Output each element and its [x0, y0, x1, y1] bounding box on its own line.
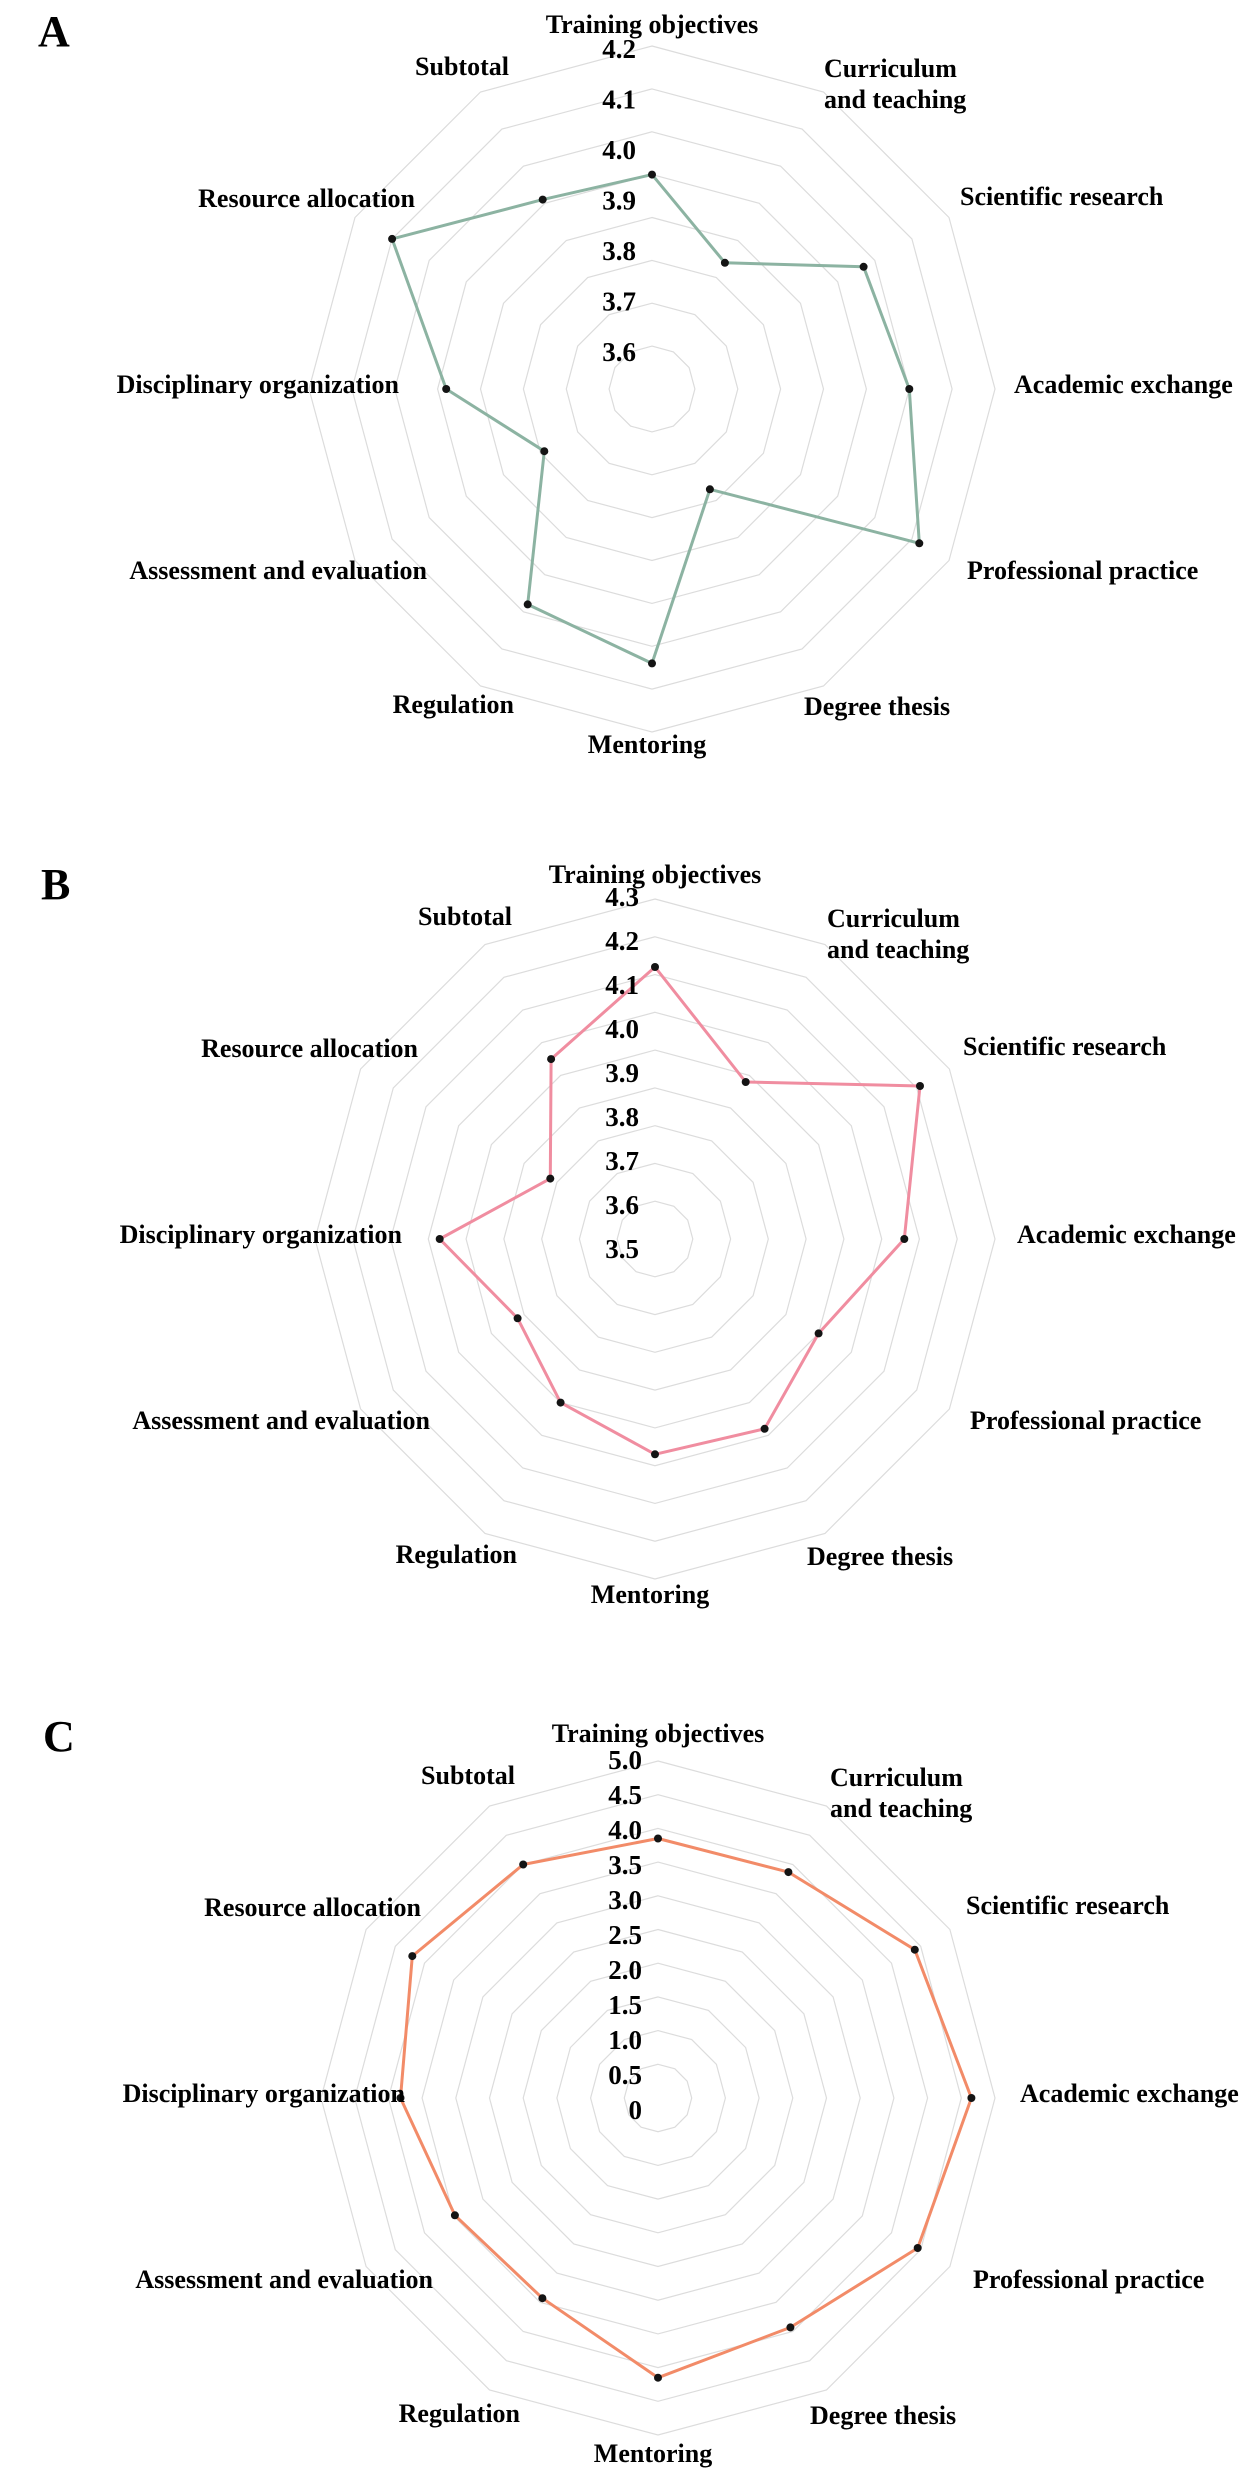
category-label-subtotal: Subtotal	[421, 1760, 515, 1790]
tick-label-3-5: 3.5	[605, 1234, 639, 1265]
data-point-scientific-research	[916, 1082, 924, 1090]
category-label-scientific-research: Scientific research	[960, 181, 1164, 211]
data-point-degree-thesis	[706, 485, 714, 493]
data-point-subtotal	[539, 196, 547, 204]
data-point-assessment-and-evaluation	[540, 447, 548, 455]
category-label-subtotal: Subtotal	[415, 51, 509, 81]
grid-ring	[542, 1126, 769, 1353]
grid-ring	[490, 1930, 827, 2267]
tick-label-4-5: 4.5	[608, 1780, 642, 1811]
grid-ring	[428, 1012, 881, 1465]
data-point-academic-exchange	[905, 385, 913, 393]
tick-label-4-0: 4.0	[602, 135, 636, 166]
data-point-degree-thesis	[761, 1425, 769, 1433]
grid-ring	[456, 1896, 860, 2300]
data-point-training-objectives	[651, 963, 659, 971]
category-label-training-objectives: Training objectives	[545, 9, 759, 39]
data-point-resource-allocation	[546, 1175, 554, 1183]
grid-ring	[557, 1997, 759, 2199]
category-label-professional-practice: Professional practice	[970, 1405, 1202, 1435]
data-point-academic-exchange	[900, 1235, 908, 1243]
category-label-regulation: Regulation	[398, 2398, 520, 2428]
category-label-professional-practice: Professional practice	[973, 2264, 1205, 2294]
tick-label-1-5: 1.5	[608, 1990, 642, 2021]
category-label-academic-exchange: Academic exchange	[1020, 2078, 1239, 2108]
data-point-professional-practice	[815, 1329, 823, 1337]
category-label-resource-allocation: Resource allocation	[201, 1033, 418, 1063]
grid-ring	[309, 46, 995, 732]
tick-label-3-9: 3.9	[602, 185, 636, 216]
category-label-professional-practice: Professional practice	[967, 555, 1199, 585]
category-label-curriculum-and-teaching: Curriculum and teaching	[824, 53, 967, 114]
tick-label-1-0: 1.0	[608, 2025, 642, 2056]
grid-ring	[391, 975, 920, 1504]
data-point-degree-thesis	[786, 2323, 794, 2331]
data-point-scientific-research	[860, 263, 868, 271]
radar-chart-a	[117, 10, 1233, 759]
data-point-regulation	[538, 2294, 546, 2302]
category-label-degree-thesis: Degree thesis	[807, 1541, 954, 1571]
tick-label-3-0: 3.0	[608, 1885, 642, 1916]
category-label-training-objectives: Training objectives	[548, 859, 762, 889]
data-point-academic-exchange	[967, 2094, 975, 2102]
panel-letter-c: C	[43, 1712, 75, 1761]
category-label-subtotal: Subtotal	[418, 901, 512, 931]
category-label-scientific-research: Scientific research	[966, 1890, 1170, 1920]
grid-ring	[481, 218, 824, 561]
tick-label-3-6: 3.6	[605, 1190, 639, 1221]
category-label-disciplinary-organization: Disciplinary organization	[122, 2078, 405, 2108]
tick-label-3-8: 3.8	[602, 236, 636, 267]
category-label-resource-allocation: Resource allocation	[198, 183, 415, 213]
category-label-mentoring: Mentoring	[587, 729, 707, 759]
tick-label-4-2: 4.2	[605, 926, 639, 957]
data-point-assessment-and-evaluation	[514, 1314, 522, 1322]
data-point-training-objectives	[654, 1835, 662, 1843]
data-polygon-a	[392, 175, 919, 664]
data-point-scientific-research	[911, 1946, 919, 1954]
category-label-academic-exchange: Academic exchange	[1017, 1219, 1236, 1249]
category-label-assessment-and-evaluation: Assessment and evaluation	[129, 555, 427, 585]
grid-ring	[579, 1163, 730, 1314]
tick-label-4-0: 4.0	[608, 1815, 642, 1846]
category-label-training-objectives: Training objectives	[551, 1718, 765, 1748]
category-label-degree-thesis: Degree thesis	[804, 691, 951, 721]
tick-label-2-0: 2.0	[608, 1955, 642, 1986]
category-label-regulation: Regulation	[395, 1539, 517, 1569]
category-label-curriculum-and-teaching: Curriculum and teaching	[827, 903, 970, 964]
category-label-assessment-and-evaluation: Assessment and evaluation	[132, 1405, 430, 1435]
tick-label-2-5: 2.5	[608, 1920, 642, 1951]
tick-label-4-0: 4.0	[605, 1014, 639, 1045]
grid-ring	[422, 1862, 894, 2334]
category-label-mentoring: Mentoring	[590, 1579, 710, 1609]
grid-ring	[466, 1050, 844, 1428]
grid-ring	[566, 303, 738, 475]
radar-chart-c	[123, 1719, 1239, 2468]
data-point-regulation	[524, 600, 532, 608]
panel-letter-b: B	[41, 860, 71, 909]
panel-letter-a: A	[38, 7, 70, 56]
tick-label-3-5: 3.5	[608, 1850, 642, 1881]
category-label-assessment-and-evaluation: Assessment and evaluation	[135, 2264, 433, 2294]
data-point-mentoring	[648, 659, 656, 667]
category-label-mentoring: Mentoring	[593, 2438, 713, 2468]
data-point-regulation	[557, 1399, 565, 1407]
data-point-mentoring	[651, 1450, 659, 1458]
category-label-disciplinary-organization: Disciplinary organization	[119, 1219, 402, 1249]
tick-label-4-2: 4.2	[602, 34, 636, 65]
tick-label-5-0: 5.0	[608, 1745, 642, 1776]
tick-label-4-1: 4.1	[602, 84, 636, 115]
grid-ring	[352, 89, 952, 689]
tick-label-0: 0	[628, 2095, 642, 2126]
data-point-assessment-and-evaluation	[451, 2211, 459, 2219]
category-label-scientific-research: Scientific research	[963, 1031, 1167, 1061]
data-point-curriculum-and-teaching	[784, 1868, 792, 1876]
tick-label-3-7: 3.7	[605, 1146, 639, 1177]
data-point-resource-allocation	[388, 235, 396, 243]
grid-ring	[523, 260, 780, 517]
category-label-degree-thesis: Degree thesis	[810, 2400, 957, 2430]
category-label-regulation: Regulation	[392, 689, 514, 719]
data-point-curriculum-and-teaching	[742, 1078, 750, 1086]
tick-label-3-9: 3.9	[605, 1058, 639, 1089]
data-point-disciplinary-organization	[442, 385, 450, 393]
category-label-curriculum-and-teaching: Curriculum and teaching	[830, 1762, 973, 1823]
data-point-subtotal	[519, 1861, 527, 1869]
data-point-professional-practice	[914, 2244, 922, 2252]
radar-chart-b	[120, 860, 1236, 1609]
grid-ring	[395, 132, 910, 647]
tick-label-3-8: 3.8	[605, 1102, 639, 1133]
data-point-subtotal	[547, 1055, 555, 1063]
tick-label-0-5: 0.5	[608, 2060, 642, 2091]
tick-label-4-3: 4.3	[605, 882, 639, 913]
grid-ring	[438, 175, 867, 604]
tick-label-4-1: 4.1	[605, 970, 639, 1001]
grid-ring	[355, 1795, 962, 2402]
data-point-disciplinary-organization	[436, 1235, 444, 1243]
tick-label-3-7: 3.7	[602, 286, 636, 317]
grid-ring	[523, 1963, 793, 2233]
grid-ring	[315, 899, 995, 1579]
data-point-professional-practice	[915, 539, 923, 547]
data-point-training-objectives	[648, 171, 656, 179]
data-point-mentoring	[654, 2374, 662, 2382]
category-label-academic-exchange: Academic exchange	[1014, 369, 1233, 399]
category-label-resource-allocation: Resource allocation	[204, 1892, 421, 1922]
data-point-resource-allocation	[408, 1952, 416, 1960]
data-point-curriculum-and-teaching	[721, 259, 729, 267]
tick-label-3-6: 3.6	[602, 337, 636, 368]
category-label-disciplinary-organization: Disciplinary organization	[116, 369, 399, 399]
data-polygon-c	[401, 1839, 972, 2378]
